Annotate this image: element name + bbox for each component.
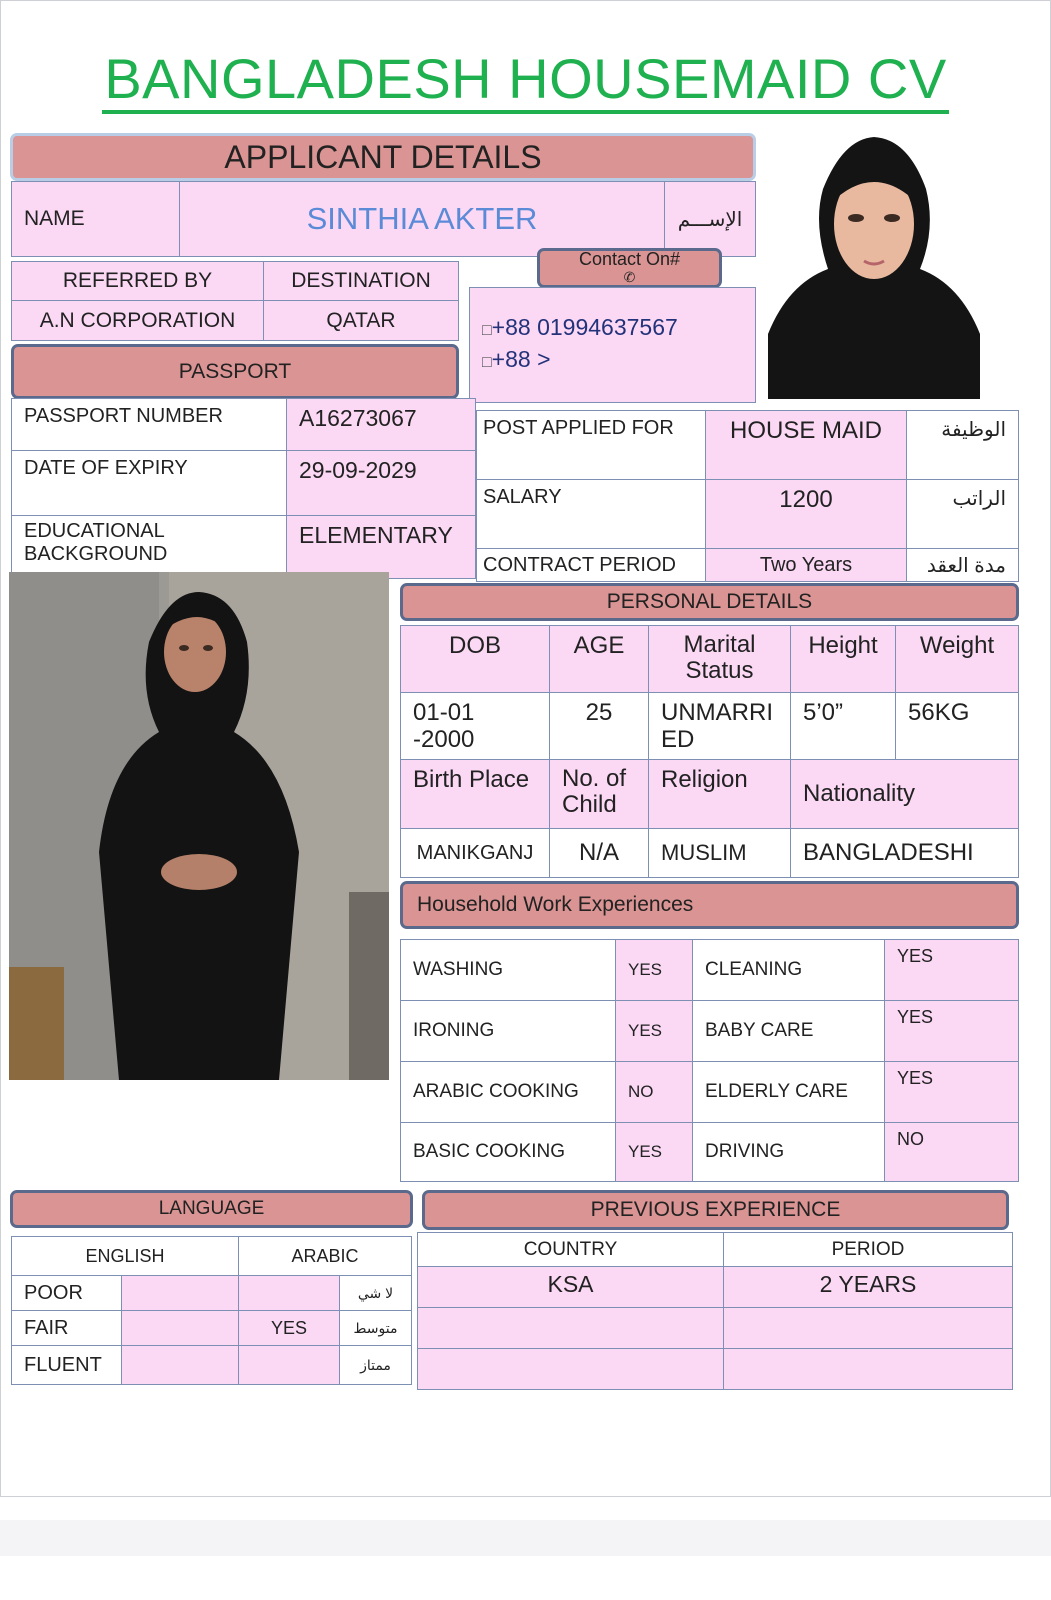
expiry-value: 29-09-2029: [286, 450, 476, 516]
previous-country-2: [417, 1307, 724, 1349]
previous-period-3: [723, 1348, 1013, 1390]
household-value-arabic-cooking: NO: [615, 1061, 693, 1123]
portrait-photo: [768, 134, 980, 399]
household-label-cleaning: CLEANING: [692, 939, 885, 1001]
previous-country-1: KSA: [417, 1266, 724, 1308]
language-arabic-poor: [238, 1275, 340, 1311]
household-label-driving: DRIVING: [692, 1122, 885, 1182]
previous-period-label: PERIOD: [723, 1232, 1013, 1267]
phone-icon: ✆: [623, 269, 636, 285]
previous-period-1: 2 YEARS: [723, 1266, 1013, 1308]
nationality-label: Nationality: [790, 759, 1019, 829]
household-value-basic-cooking: YES: [615, 1122, 693, 1182]
household-value-cleaning: YES: [884, 939, 1019, 1001]
education-value: ELEMENTARY: [286, 515, 476, 579]
height-value: 5’0”: [790, 692, 896, 760]
dob-label: DOB: [400, 625, 550, 693]
contract-value: Two Years: [705, 548, 907, 582]
salary-label: SALARY: [476, 479, 706, 549]
name-label: NAME: [11, 181, 180, 257]
religion-label: Religion: [648, 759, 791, 829]
age-value: 25: [549, 692, 649, 760]
applicant-details-header: APPLICANT DETAILS: [10, 133, 756, 181]
language-header: LANGUAGE: [10, 1190, 413, 1228]
passport-header: PASSPORT: [11, 344, 459, 399]
salary-arabic-label: الراتب: [906, 479, 1019, 549]
previous-experience-header: PREVIOUS EXPERIENCE: [422, 1190, 1009, 1230]
children-value: N/A: [549, 828, 649, 878]
personal-details-header: PERSONAL DETAILS: [400, 583, 1019, 621]
language-arabic-fluent: [238, 1345, 340, 1385]
household-label-ironing: IRONING: [400, 1000, 616, 1062]
name-value: SINTHIA AKTER: [179, 181, 665, 257]
bottom-band: [0, 1520, 1051, 1556]
full-body-photo: [9, 572, 389, 1080]
birth-place-label: Birth Place: [400, 759, 550, 829]
language-english-fluent: [121, 1345, 239, 1385]
weight-value: 56KG: [895, 692, 1019, 760]
household-value-ironing: YES: [615, 1000, 693, 1062]
household-value-washing: YES: [615, 939, 693, 1001]
destination-value: QATAR: [263, 300, 459, 341]
language-english-fair: [121, 1310, 239, 1346]
language-level-fluent: FLUENT: [11, 1345, 122, 1385]
marital-status-label: Marital Status: [648, 625, 791, 693]
language-arabic-level-fair: متوسط: [339, 1310, 412, 1346]
post-applied-value: HOUSE MAID: [705, 410, 907, 480]
language-arabic-level-poor: لا شي: [339, 1275, 412, 1311]
destination-label: DESTINATION: [263, 261, 459, 301]
phone-2[interactable]: □+88 >: [482, 346, 551, 372]
children-label: No. of Child: [549, 759, 649, 829]
language-arabic-fair: YES: [238, 1310, 340, 1346]
household-label-baby-care: BABY CARE: [692, 1000, 885, 1062]
contract-arabic-label: مدة العقد: [906, 548, 1019, 582]
expiry-label: DATE OF EXPIRY: [11, 450, 287, 516]
phone-1[interactable]: □+88 01994637567: [482, 314, 678, 340]
birth-place-value: MANIKGANJ: [400, 828, 550, 878]
religion-value: MUSLIM: [648, 828, 791, 878]
post-applied-label: POST APPLIED FOR: [476, 410, 706, 480]
name-arabic-label: الإســـم: [664, 181, 756, 257]
passport-number-label: PASSPORT NUMBER: [11, 398, 287, 451]
household-label-washing: WASHING: [400, 939, 616, 1001]
passport-number-value: A16273067: [286, 398, 476, 451]
contact-header: [537, 248, 722, 288]
contact-box: [469, 287, 756, 403]
previous-period-2: [723, 1307, 1013, 1349]
height-label: Height: [790, 625, 896, 693]
referred-by-value: A.N CORPORATION: [11, 300, 264, 341]
language-level-poor: POOR: [11, 1275, 122, 1311]
age-label: AGE: [549, 625, 649, 693]
language-level-fair: FAIR: [11, 1310, 122, 1346]
language-english-poor: [121, 1275, 239, 1311]
salary-value: 1200: [705, 479, 907, 549]
language-arabic-label: ARABIC: [238, 1236, 412, 1276]
household-value-baby-care: YES: [884, 1000, 1019, 1062]
marital-status-value: UNMARRI ED: [648, 692, 791, 760]
household-value-elderly-care: YES: [884, 1061, 1019, 1123]
previous-country-3: [417, 1348, 724, 1390]
contract-label: CONTRACT PERIOD: [476, 548, 706, 582]
weight-label: Weight: [895, 625, 1019, 693]
household-label-arabic-cooking: ARABIC COOKING: [400, 1061, 616, 1123]
education-label: EDUCATIONAL BACKGROUND: [11, 515, 287, 573]
page-title: BANGLADESH HOUSEMAID CV: [0, 46, 1051, 114]
household-value-driving: NO: [884, 1122, 1019, 1182]
nationality-value: BANGLADESHI: [790, 828, 1019, 878]
language-english-label: ENGLISH: [11, 1236, 239, 1276]
referred-by-label: REFERRED BY: [11, 261, 264, 301]
dob-value: 01-01 -2000: [400, 692, 550, 760]
contact-label: Contact On#: [578, 249, 681, 269]
household-label-elderly-care: ELDERLY CARE: [692, 1061, 885, 1123]
previous-country-label: COUNTRY: [417, 1232, 724, 1267]
language-arabic-level-fluent: ممتاز: [339, 1345, 412, 1385]
household-label-basic-cooking: BASIC COOKING: [400, 1122, 616, 1182]
household-header: Household Work Experiences: [400, 881, 1019, 929]
post-arabic-label: الوظيفة: [906, 410, 1019, 480]
